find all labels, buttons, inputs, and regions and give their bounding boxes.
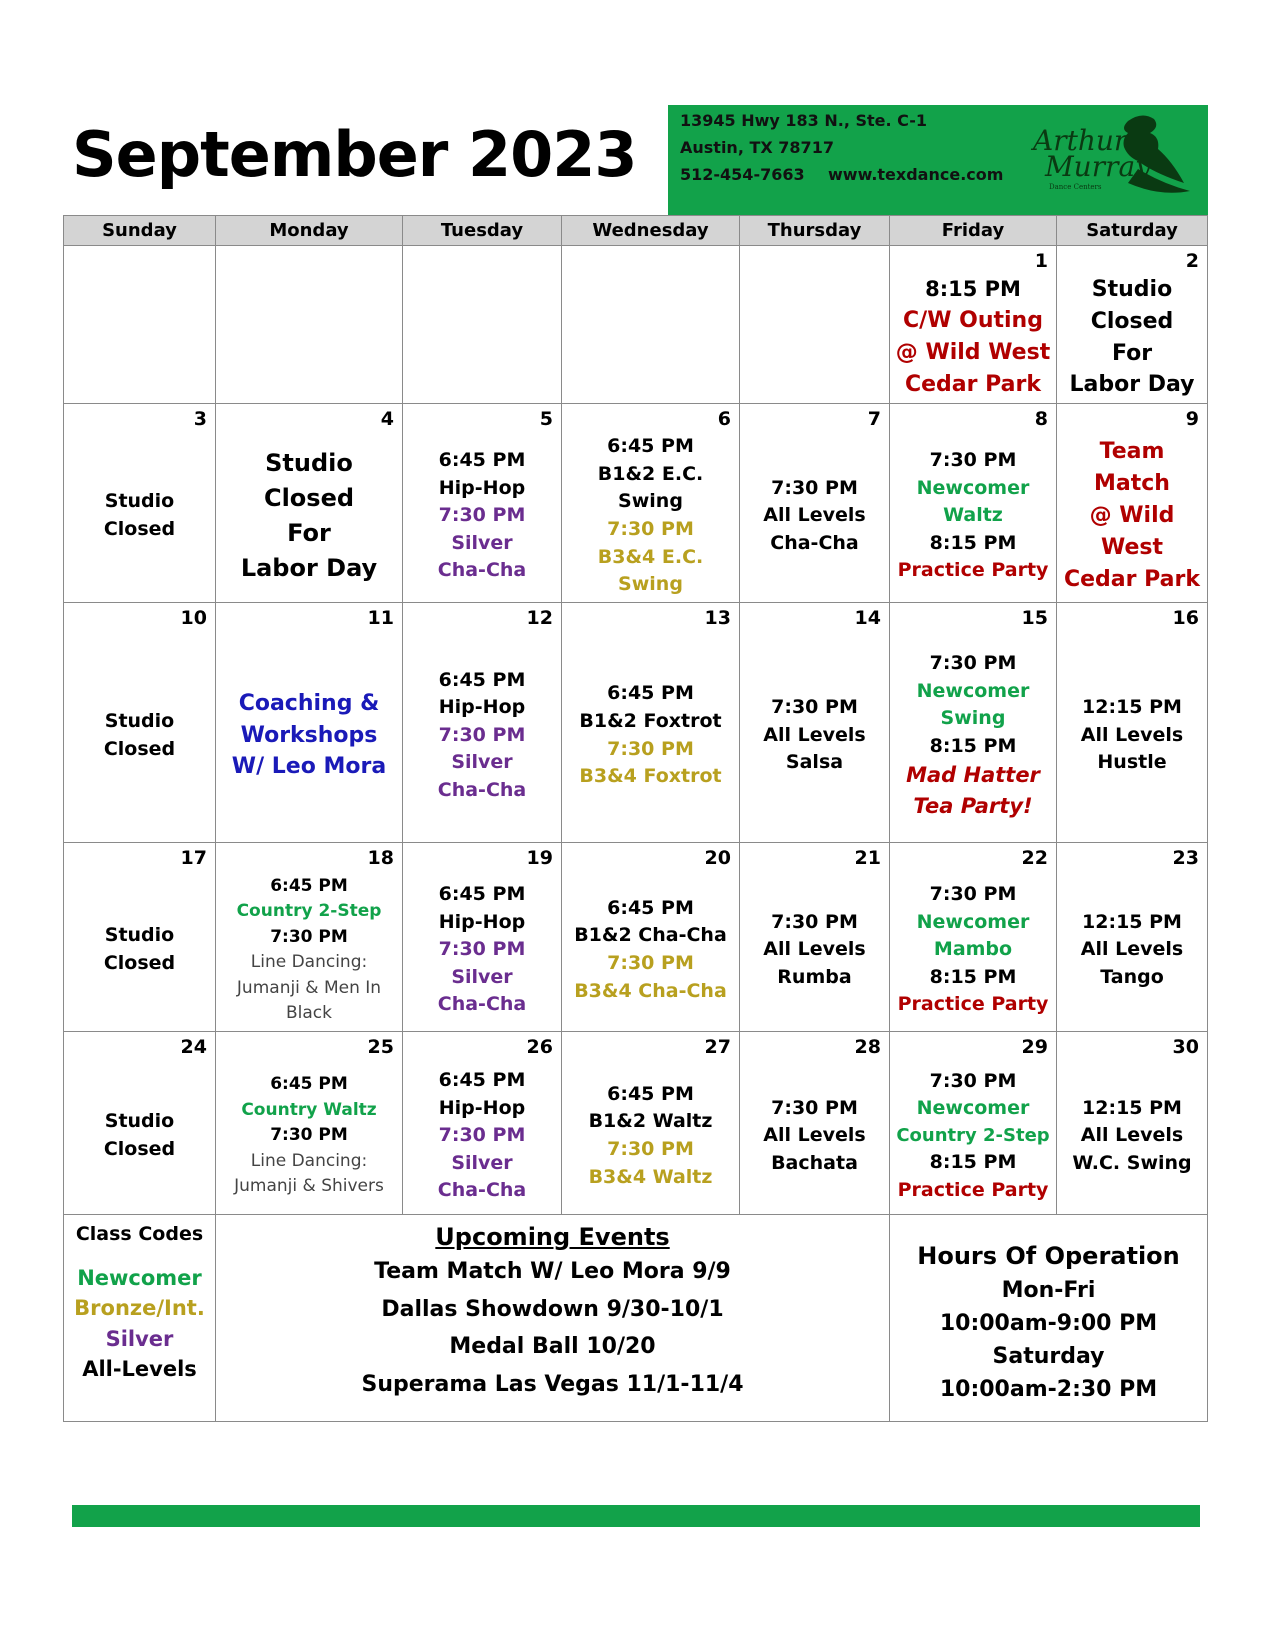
upcoming-event-item: Superama Las Vegas 11/1-11/4 xyxy=(361,1371,744,1397)
empty-day-cell xyxy=(216,246,403,404)
day-number: 14 xyxy=(854,607,881,629)
event-line: Jumanji & Shivers xyxy=(234,1176,384,1197)
event-line: B3&4 E.C. xyxy=(597,545,704,568)
day-cell-25 xyxy=(216,1032,403,1215)
event-line: All Levels xyxy=(763,504,866,527)
logo-text-arthur: Arthur xyxy=(1033,124,1128,157)
event-line: 6:45 PM xyxy=(607,1082,694,1105)
event-line: Silver xyxy=(451,531,513,554)
event-line: B1&2 E.C. xyxy=(597,462,704,485)
event-line: Closed xyxy=(263,484,355,513)
event-line: Closed xyxy=(103,952,176,974)
day-number: 24 xyxy=(180,1036,207,1058)
event-line: 7:30 PM xyxy=(270,926,348,947)
event-line: All Levels xyxy=(1080,938,1184,961)
event-line: 6:45 PM xyxy=(438,668,526,691)
event-line: 7:30 PM xyxy=(929,883,1017,906)
event-line: Hustle xyxy=(1097,751,1167,774)
day-cell-10 xyxy=(64,603,216,843)
event-line: Team xyxy=(1099,439,1165,465)
day-number: 29 xyxy=(1021,1036,1048,1058)
day-cell-15 xyxy=(890,603,1057,843)
event-line: B1&2 Waltz xyxy=(588,1110,713,1133)
weekday-header-row xyxy=(64,216,1208,246)
event-line: B1&2 Cha-Cha xyxy=(574,924,727,947)
weekday-header: Tuesday xyxy=(403,216,562,246)
event-line: B3&4 Cha-Cha xyxy=(574,979,727,1002)
event-line: Line Dancing: xyxy=(250,952,368,972)
upcoming-events xyxy=(216,1215,890,1422)
event-line: Cha-Cha xyxy=(437,993,527,1016)
event-line: 7:30 PM xyxy=(607,952,694,974)
event-line: Rumba xyxy=(777,965,852,988)
hours-heading: Hours Of Operation xyxy=(917,1242,1180,1270)
hours-of-operation xyxy=(890,1215,1208,1422)
day-number: 2 xyxy=(1185,250,1199,272)
studio-phone: 512-454-7663 xyxy=(680,165,805,184)
event-line: 8:15 PM xyxy=(925,277,1021,302)
event-line: Line Dancing: xyxy=(250,1150,368,1171)
day-cell-16 xyxy=(1057,603,1208,843)
upcoming-events-heading: Upcoming Events xyxy=(435,1223,670,1251)
hours-line: 10:00am-2:30 PM xyxy=(939,1376,1158,1402)
event-line: 6:45 PM xyxy=(607,435,694,458)
event-line: C/W Outing xyxy=(903,307,1043,333)
day-cell-19 xyxy=(403,843,562,1032)
event-line: 7:30 PM xyxy=(771,910,858,933)
studio-info-box xyxy=(668,105,1208,215)
event-line: 7:30 PM xyxy=(438,938,526,961)
event-line: Country 2-Step xyxy=(236,901,382,921)
day-number: 1 xyxy=(1034,250,1048,272)
event-line: Silver xyxy=(451,751,513,774)
event-line: Studio xyxy=(104,924,175,947)
event-line: Newcomer xyxy=(916,476,1030,499)
day-number: 3 xyxy=(193,408,207,430)
event-line: @ Wild West xyxy=(895,339,1051,365)
empty-day-cell xyxy=(64,246,216,404)
day-number: 9 xyxy=(1185,408,1199,430)
empty-day-cell xyxy=(403,246,562,404)
event-line: B3&4 Waltz xyxy=(588,1165,713,1188)
weekday-header: Friday xyxy=(890,216,1057,246)
event-line: 7:30 PM xyxy=(929,1069,1017,1092)
class-code-item: Silver xyxy=(105,1326,174,1351)
event-line: B3&4 Foxtrot xyxy=(579,765,722,788)
week-row xyxy=(64,404,1208,603)
day-number: 19 xyxy=(526,847,553,869)
event-line: Coaching & xyxy=(238,690,380,716)
class-codes-legend xyxy=(64,1215,216,1422)
event-line: 6:45 PM xyxy=(607,896,694,919)
event-line: 6:45 PM xyxy=(438,1069,526,1092)
event-line: Tea Party! xyxy=(913,793,1033,818)
event-line: Closed xyxy=(103,737,176,760)
page-title: September 2023 xyxy=(72,118,637,191)
footer-bar xyxy=(72,1505,1200,1527)
event-line: 6:45 PM xyxy=(607,682,694,705)
day-cell-13 xyxy=(562,603,740,843)
event-line: 7:30 PM xyxy=(438,504,526,527)
event-line: Studio xyxy=(104,1110,175,1133)
week-row xyxy=(64,1032,1208,1215)
week-row xyxy=(64,603,1208,843)
day-number: 11 xyxy=(367,607,394,629)
day-cell-5 xyxy=(403,404,562,603)
event-line: 7:30 PM xyxy=(771,1096,858,1119)
day-cell-24 xyxy=(64,1032,216,1215)
day-cell-2 xyxy=(1057,246,1208,404)
event-line: Swing xyxy=(618,573,683,596)
event-line: 6:45 PM xyxy=(270,875,348,896)
arthur-murray-logo xyxy=(1033,109,1203,209)
day-number: 12 xyxy=(526,607,553,629)
day-number: 27 xyxy=(704,1036,731,1058)
event-line: Jumanji & Men In xyxy=(236,977,382,998)
event-line: W.C. Swing xyxy=(1072,1151,1192,1174)
day-cell-8 xyxy=(890,404,1057,603)
day-number: 30 xyxy=(1172,1036,1199,1058)
event-line: Silver xyxy=(451,1151,513,1174)
event-line: 7:30 PM xyxy=(270,1125,348,1146)
weekday-header: Sunday xyxy=(64,216,216,246)
event-line: 12:15 PM xyxy=(1082,910,1182,933)
day-cell-18 xyxy=(216,843,403,1032)
weekday-header: Monday xyxy=(216,216,403,246)
event-line: 6:45 PM xyxy=(438,449,526,472)
event-line: Match xyxy=(1094,471,1170,497)
event-line: Cedar Park xyxy=(1063,566,1201,592)
event-line: Closed xyxy=(103,1138,176,1160)
event-line: 8:15 PM xyxy=(929,1151,1017,1174)
event-line: Swing xyxy=(618,490,683,513)
empty-day-cell xyxy=(740,246,890,404)
weekday-header: Saturday xyxy=(1057,216,1208,246)
studio-city: Austin, TX 78717 xyxy=(680,138,834,157)
event-line: All Levels xyxy=(1080,723,1184,746)
event-line: Hip-Hop xyxy=(438,696,526,719)
event-line: 12:15 PM xyxy=(1082,1096,1182,1119)
day-number: 7 xyxy=(867,408,881,430)
day-number: 15 xyxy=(1021,607,1048,629)
event-line: Country 2-Step xyxy=(896,1124,1050,1146)
class-codes-heading: Class Codes xyxy=(75,1223,204,1245)
upcoming-event-item: Dallas Showdown 9/30-10/1 xyxy=(381,1296,724,1322)
day-number: 4 xyxy=(380,408,394,430)
event-line: Salsa xyxy=(785,751,844,774)
day-cell-23 xyxy=(1057,843,1208,1032)
event-line: Black xyxy=(286,1003,332,1023)
event-line: 7:30 PM xyxy=(438,1124,526,1147)
event-line: Hip-Hop xyxy=(438,910,526,933)
event-line: Labor Day xyxy=(1069,372,1195,398)
class-code-item: Bronze/Int. xyxy=(74,1296,205,1321)
weekday-header: Thursday xyxy=(740,216,890,246)
event-line: For xyxy=(1111,340,1153,366)
day-cell-29 xyxy=(890,1032,1057,1215)
day-number: 17 xyxy=(180,847,207,869)
event-line: 7:30 PM xyxy=(929,449,1017,472)
day-cell-1 xyxy=(890,246,1057,404)
studio-address: 13945 Hwy 183 N., Ste. C-1 xyxy=(680,111,928,130)
day-number: 21 xyxy=(854,847,881,869)
day-cell-17 xyxy=(64,843,216,1032)
event-line: Mad Hatter xyxy=(906,763,1040,788)
logo-text-murray: Murray xyxy=(1045,150,1151,183)
calendar-grid xyxy=(63,215,1208,1422)
event-line: Practice Party xyxy=(897,993,1049,1016)
day-cell-27 xyxy=(562,1032,740,1215)
day-number: 5 xyxy=(539,408,553,430)
event-line: 7:30 PM xyxy=(929,651,1017,674)
event-line: 7:30 PM xyxy=(607,1138,694,1160)
day-number: 26 xyxy=(526,1036,553,1058)
event-line: 12:15 PM xyxy=(1082,696,1182,719)
day-cell-20 xyxy=(562,843,740,1032)
day-number: 28 xyxy=(854,1036,881,1058)
event-line: Studio xyxy=(104,709,175,732)
event-line: 8:15 PM xyxy=(929,531,1017,554)
event-line: 8:15 PM xyxy=(929,965,1017,988)
event-line: Practice Party xyxy=(897,1178,1049,1201)
event-line: Cha-Cha xyxy=(437,778,527,801)
event-line: Cha-Cha xyxy=(437,559,527,582)
event-line: Swing xyxy=(940,707,1006,730)
event-line: All Levels xyxy=(763,723,866,746)
day-number: 10 xyxy=(180,607,207,629)
event-line: Cha-Cha xyxy=(770,531,859,554)
event-line: @ Wild West xyxy=(1089,503,1175,560)
event-line: Cedar Park xyxy=(904,371,1042,397)
event-line: Closed xyxy=(1090,308,1174,334)
day-number: 25 xyxy=(367,1036,394,1058)
day-cell-6 xyxy=(562,404,740,603)
event-line: 7:30 PM xyxy=(438,723,526,746)
event-line: Bachata xyxy=(771,1151,858,1174)
upcoming-event-item: Medal Ball 10/20 xyxy=(449,1334,656,1360)
event-line: Labor Day xyxy=(240,553,378,582)
event-line: Closed xyxy=(103,518,176,540)
day-cell-26 xyxy=(403,1032,562,1215)
event-line: All Levels xyxy=(1080,1124,1184,1147)
week-row xyxy=(64,246,1208,404)
upcoming-event-item: Team Match W/ Leo Mora 9/9 xyxy=(374,1259,731,1285)
hours-line: Mon-Fri xyxy=(1001,1277,1096,1303)
class-code-item: Newcomer xyxy=(77,1266,202,1290)
day-cell-12 xyxy=(403,603,562,843)
event-line: Studio xyxy=(104,490,175,513)
day-cell-4 xyxy=(216,404,403,603)
event-line: All Levels xyxy=(763,938,866,961)
day-number: 20 xyxy=(704,847,731,869)
day-number: 13 xyxy=(704,607,731,629)
event-line: All Levels xyxy=(763,1124,866,1147)
weekday-header: Wednesday xyxy=(562,216,740,246)
event-line: 7:30 PM xyxy=(607,518,694,540)
day-cell-22 xyxy=(890,843,1057,1032)
hours-line: 10:00am-9:00 PM xyxy=(939,1310,1158,1336)
day-number: 18 xyxy=(367,847,394,869)
event-line: 6:45 PM xyxy=(438,883,526,906)
event-line: 6:45 PM xyxy=(270,1074,348,1095)
class-code-item: All-Levels xyxy=(82,1357,197,1382)
day-cell-9 xyxy=(1057,404,1208,603)
studio-website[interactable]: www.texdance.com xyxy=(828,165,1004,184)
event-line: Country Waltz xyxy=(241,1099,377,1120)
day-number: 23 xyxy=(1172,847,1199,869)
event-line: Waltz xyxy=(943,504,1003,527)
day-cell-30 xyxy=(1057,1032,1208,1215)
hours-line: Saturday xyxy=(992,1343,1105,1369)
event-line: Newcomer xyxy=(916,910,1030,933)
day-number: 16 xyxy=(1172,607,1199,629)
event-line: Studio xyxy=(265,449,353,478)
day-cell-11 xyxy=(216,603,403,843)
event-line: Studio xyxy=(1091,276,1173,302)
event-line: W/ Leo Mora xyxy=(231,754,387,780)
event-line: Silver xyxy=(451,965,513,988)
event-line: Tango xyxy=(1100,965,1164,988)
event-line: Workshops xyxy=(240,722,378,748)
day-cell-3 xyxy=(64,404,216,603)
event-line: Newcomer xyxy=(916,1097,1030,1120)
event-line: Mambo xyxy=(933,938,1013,961)
event-line: Newcomer xyxy=(916,679,1030,702)
day-cell-14 xyxy=(740,603,890,843)
event-line: B1&2 Foxtrot xyxy=(579,709,722,732)
week-row xyxy=(64,843,1208,1032)
event-line: 7:30 PM xyxy=(607,737,694,760)
event-line: 7:30 PM xyxy=(771,476,858,499)
event-line: Cha-Cha xyxy=(437,1179,527,1202)
event-line: 7:30 PM xyxy=(771,696,858,719)
event-line: Hip-Hop xyxy=(438,1096,526,1119)
event-line: For xyxy=(287,519,331,547)
day-cell-21 xyxy=(740,843,890,1032)
event-line: Hip-Hop xyxy=(438,476,526,499)
logo-tagline: Dance Centers xyxy=(1049,183,1102,191)
day-number: 6 xyxy=(717,408,731,430)
event-line: 8:15 PM xyxy=(929,734,1017,757)
day-cell-28 xyxy=(740,1032,890,1215)
empty-day-cell xyxy=(562,246,740,404)
day-number: 8 xyxy=(1034,408,1048,430)
event-line: Practice Party xyxy=(897,559,1049,582)
day-number: 22 xyxy=(1021,847,1048,869)
day-cell-7 xyxy=(740,404,890,603)
